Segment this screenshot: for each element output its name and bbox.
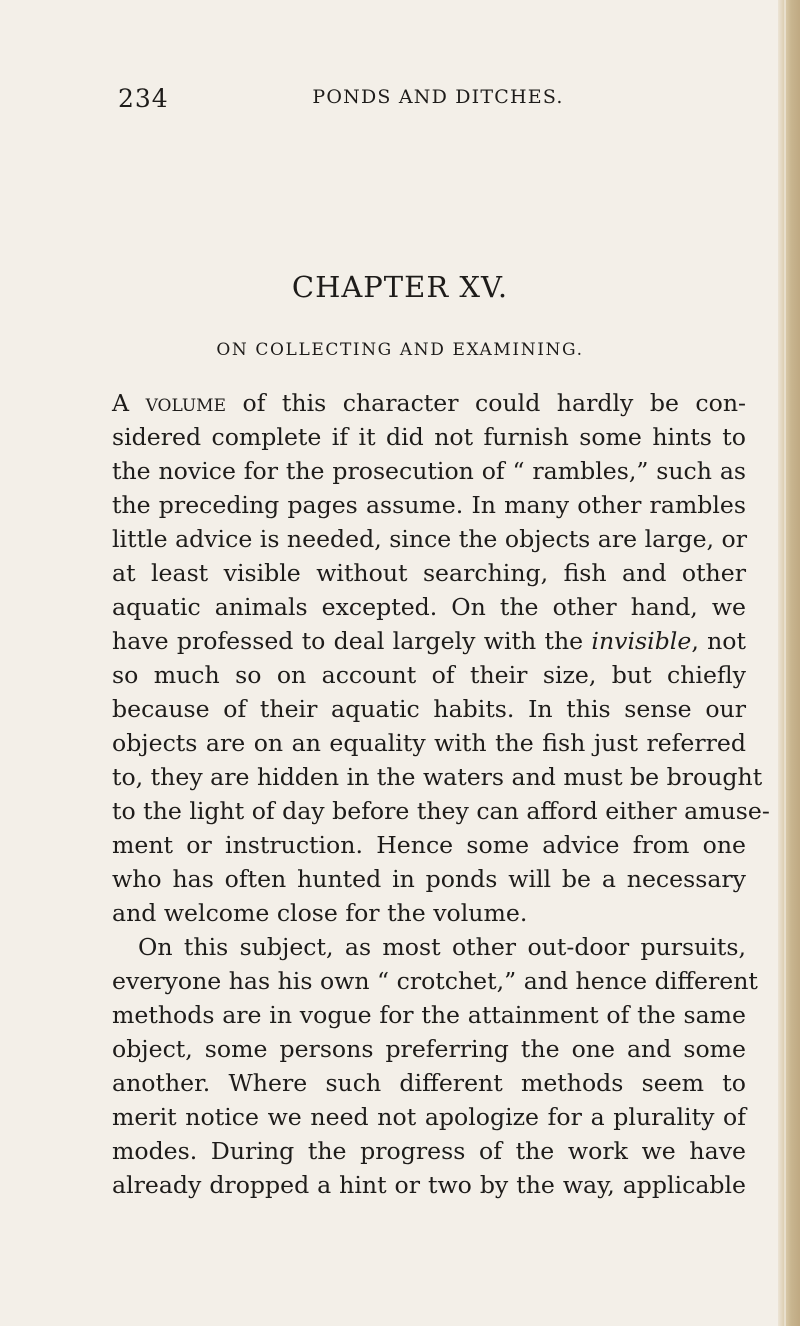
- text-line: so much so on account of their size, but chiefly: [112, 661, 746, 689]
- text-line: aquatic animals excepted. On the other hand, we: [112, 593, 746, 621]
- text-line: to the light of day before they can afford either amuse-: [112, 797, 770, 825]
- page-number: 234: [118, 84, 169, 113]
- line-rest: of this character could hardly be con-: [225, 389, 746, 417]
- text-line: methods are in vogue for the attainment of the same: [112, 1001, 746, 1029]
- line-part: , not: [691, 627, 746, 655]
- text-line: the novice for the prosecution of “ rambles,” such as: [112, 457, 746, 485]
- text-line: the preceding pages assume. In many other rambles: [112, 491, 746, 519]
- text-line: because of their aquatic habits. In this sense our: [112, 695, 746, 723]
- text-line: modes. During the progress of the work we have: [112, 1137, 746, 1165]
- chapter-title: CHAPTER XV.: [291, 270, 509, 304]
- text-line: ment or instruction. Hence some advice from one: [112, 831, 746, 859]
- text-line: sidered complete if it did not furnish some hints to: [112, 423, 746, 451]
- page-edge: [778, 0, 800, 1326]
- italic-word: invisible: [591, 627, 692, 655]
- text-line: everyone has his own “ crotchet,” and hence different: [112, 967, 758, 995]
- text-line: already dropped a hint or two by the way, applicable: [112, 1171, 746, 1199]
- running-title: PONDS AND DITCHES.: [312, 86, 564, 108]
- chapter-subtitle: ON COLLECTING AND EXAMINING.: [216, 340, 584, 360]
- text-line: [112, 386, 746, 420]
- line-part: have professed to deal largely with the: [112, 627, 592, 655]
- text-line: at least visible without searching, fish and other: [112, 559, 746, 587]
- text-line: [112, 624, 746, 658]
- first-word-smallcaps: volume: [145, 389, 226, 417]
- text-line: On this subject, as most other out-door pursuits,: [138, 933, 746, 961]
- running-head: [118, 84, 728, 114]
- text-line: object, some persons preferring the one and some: [112, 1035, 746, 1063]
- paragraph-2: [112, 930, 758, 1202]
- text-line: to, they are hidden in the waters and must be brought: [112, 763, 763, 791]
- text-line: merit notice we need not apologize for a plurality of: [112, 1103, 746, 1131]
- text-line: another. Where such different methods seem to: [112, 1069, 746, 1097]
- body-text: [112, 386, 770, 1202]
- paragraph-1: [112, 386, 770, 930]
- text-line: little advice is needed, since the objects are large, or: [112, 525, 748, 553]
- text-line: who has often hunted in ponds will be a necessary: [112, 865, 746, 893]
- text-line: objects are on an equality with the fish just referred: [112, 729, 746, 757]
- text-line: and welcome close for the volume.: [112, 899, 528, 927]
- first-word: A: [112, 389, 130, 417]
